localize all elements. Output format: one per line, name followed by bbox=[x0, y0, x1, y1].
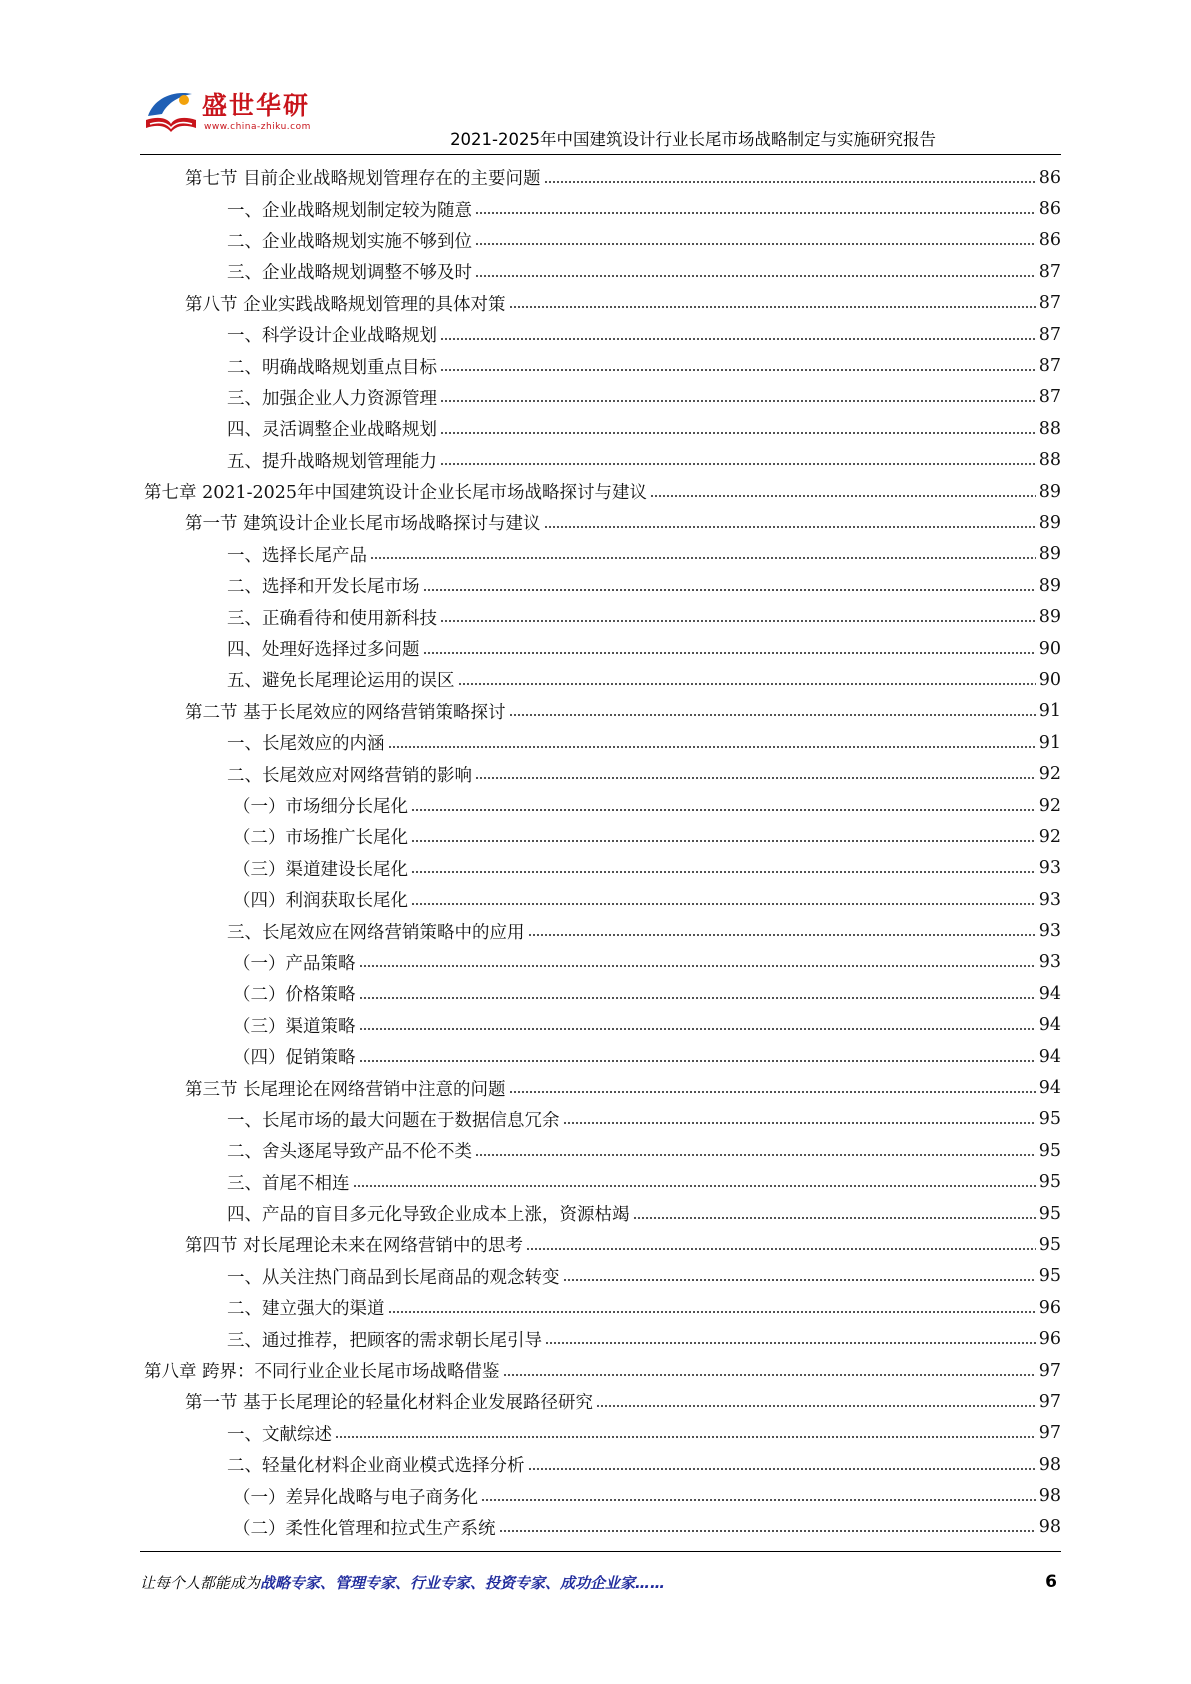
toc-entry[interactable] bbox=[140, 382, 1061, 413]
toc-entry-page: 98 bbox=[1038, 1454, 1061, 1475]
toc-entry[interactable] bbox=[140, 507, 1061, 538]
toc-entry-page: 92 bbox=[1038, 764, 1061, 785]
toc-entry-title: 第七章 2021-2025年中国建筑设计企业长尾市场战略探讨与建议 bbox=[144, 483, 648, 504]
toc-leader-dots bbox=[528, 933, 1036, 937]
toc-leader-dots bbox=[528, 1467, 1036, 1471]
toc-entry[interactable] bbox=[140, 413, 1061, 444]
toc-leader-dots bbox=[503, 1373, 1036, 1377]
toc-leader-dots bbox=[509, 305, 1036, 309]
toc-leader-dots bbox=[475, 1153, 1036, 1157]
toc-entry-title: （二）市场推广长尾化 bbox=[233, 828, 408, 849]
toc-leader-dots bbox=[440, 431, 1036, 435]
toc-entry[interactable] bbox=[140, 1292, 1061, 1323]
toc-entry[interactable] bbox=[140, 1229, 1061, 1260]
toc-entry-page: 87 bbox=[1038, 324, 1061, 345]
toc-entry-page: 95 bbox=[1038, 1266, 1061, 1287]
toc-leader-dots bbox=[440, 462, 1036, 466]
toc-leader-dots bbox=[440, 337, 1036, 341]
toc-leader-dots bbox=[633, 1216, 1036, 1220]
toc-entry[interactable] bbox=[140, 445, 1061, 476]
toc-entry[interactable] bbox=[140, 319, 1061, 350]
toc-entry-title: 三、首尾不相连 bbox=[227, 1173, 350, 1194]
toc-entry-title: （三）渠道策略 bbox=[233, 1016, 356, 1037]
logo-name: 盛世华研 bbox=[202, 91, 311, 120]
toc-entry[interactable] bbox=[140, 601, 1061, 632]
toc-entry[interactable] bbox=[140, 915, 1061, 946]
toc-entry-title: 四、产品的盲目多元化导致企业成本上涨，资源枯竭 bbox=[227, 1205, 630, 1226]
page-header bbox=[0, 0, 1191, 150]
toc-entry-title: （二）价格策略 bbox=[233, 985, 356, 1006]
toc-entry-page: 92 bbox=[1038, 795, 1061, 816]
toc-entry-page: 97 bbox=[1038, 1360, 1061, 1381]
company-logo bbox=[140, 80, 370, 150]
toc-entry[interactable] bbox=[140, 1010, 1061, 1041]
toc-entry-title: 第二节 基于长尾效应的网络营销策略探讨 bbox=[185, 702, 506, 723]
toc-entry-title: 二、建立强大的渠道 bbox=[227, 1299, 385, 1320]
toc-leader-dots bbox=[526, 1247, 1036, 1251]
toc-leader-dots bbox=[411, 839, 1036, 843]
toc-entry[interactable] bbox=[140, 350, 1061, 381]
toc-entry[interactable] bbox=[140, 539, 1061, 570]
toc-leader-dots bbox=[475, 776, 1036, 780]
toc-entry-title: 第三节 长尾理论在网络营销中注意的问题 bbox=[185, 1079, 506, 1100]
toc-leader-dots bbox=[423, 588, 1036, 592]
toc-leader-dots bbox=[388, 1310, 1036, 1314]
toc-entry[interactable] bbox=[140, 1198, 1061, 1229]
toc-entry[interactable] bbox=[140, 1135, 1061, 1166]
toc-entry[interactable] bbox=[140, 1386, 1061, 1417]
toc-entry-page: 93 bbox=[1038, 858, 1061, 879]
toc-entry-page: 90 bbox=[1038, 669, 1061, 690]
toc-entry-title: 二、舍头逐尾导致产品不伦不类 bbox=[227, 1142, 472, 1163]
toc-entry-title: 四、处理好选择过多问题 bbox=[227, 640, 420, 661]
toc-entry-title: （一）市场细分长尾化 bbox=[233, 797, 408, 817]
toc-leader-dots bbox=[509, 713, 1036, 717]
toc-entry-title: 一、长尾市场的最大问题在于数据信息冗余 bbox=[227, 1110, 560, 1131]
toc-entry-title: 二、长尾效应对网络营销的影响 bbox=[227, 765, 472, 786]
toc-entry-page: 94 bbox=[1038, 1078, 1061, 1099]
header-divider bbox=[140, 154, 1061, 155]
toc-leader-dots bbox=[411, 902, 1036, 906]
toc-entry-page: 90 bbox=[1038, 638, 1061, 659]
toc-leader-dots bbox=[544, 525, 1036, 529]
page-footer bbox=[140, 1572, 1061, 1598]
toc-leader-dots bbox=[475, 211, 1036, 215]
toc-entry-page: 97 bbox=[1038, 1423, 1061, 1444]
toc-entry-title: 三、长尾效应在网络营销策略中的应用 bbox=[227, 922, 525, 943]
footer-slogan-highlight: 战略专家、管理专家、行业专家、投资专家、成功企业家…… bbox=[260, 1574, 666, 1592]
toc-leader-dots bbox=[440, 399, 1036, 403]
toc-entry-title: 一、文献综述 bbox=[227, 1424, 332, 1445]
toc-entry-title: 二、明确战略规划重点目标 bbox=[227, 357, 437, 378]
toc-entry-page: 94 bbox=[1038, 1046, 1061, 1067]
toc-entry[interactable] bbox=[140, 978, 1061, 1009]
toc-entry-page: 87 bbox=[1038, 387, 1061, 408]
toc-entry[interactable] bbox=[140, 256, 1061, 287]
toc-leader-dots bbox=[440, 368, 1036, 372]
toc-entry-title: 二、轻量化材料企业商业模式选择分析 bbox=[227, 1456, 525, 1477]
toc-entry-page: 98 bbox=[1038, 1517, 1061, 1538]
toc-leader-dots bbox=[370, 556, 1036, 560]
toc-entry[interactable] bbox=[140, 947, 1061, 978]
toc-entry-title: （二）柔性化管理和拉式生产系统 bbox=[233, 1518, 496, 1539]
toc-entry-title: 一、企业战略规划制定较为随意 bbox=[227, 200, 472, 221]
toc-entry-page: 88 bbox=[1038, 450, 1061, 471]
toc-entry[interactable] bbox=[140, 1041, 1061, 1072]
toc-entry-page: 95 bbox=[1038, 1109, 1061, 1130]
toc-leader-dots bbox=[423, 651, 1036, 655]
toc-leader-dots bbox=[359, 1059, 1036, 1063]
toc-entry-title: 三、正确看待和使用新科技 bbox=[227, 608, 437, 629]
toc-entry[interactable] bbox=[140, 633, 1061, 664]
toc-entry-title: 第八章 跨界：不同行业企业长尾市场战略借鉴 bbox=[144, 1362, 500, 1383]
toc-entry-page: 95 bbox=[1038, 1140, 1061, 1161]
toc-entry[interactable] bbox=[140, 790, 1061, 821]
toc-entry[interactable] bbox=[140, 1323, 1061, 1354]
toc-entry-title: 第七节 目前企业战略规划管理存在的主要问题 bbox=[185, 169, 541, 190]
page-number: 6 bbox=[1045, 1572, 1057, 1592]
toc-entry[interactable] bbox=[140, 853, 1061, 884]
toc-entry-title: 五、避免长尾理论运用的误区 bbox=[227, 671, 455, 692]
toc-leader-dots bbox=[499, 1529, 1036, 1533]
toc-entry[interactable] bbox=[140, 288, 1061, 319]
toc-entry-title: 五、提升战略规划管理能力 bbox=[227, 451, 437, 472]
toc-entry-page: 96 bbox=[1038, 1329, 1061, 1350]
toc-entry-page: 89 bbox=[1038, 481, 1061, 502]
toc-entry-page: 86 bbox=[1038, 167, 1061, 188]
toc-entry-page: 92 bbox=[1038, 826, 1061, 847]
toc-entry[interactable] bbox=[140, 1480, 1061, 1511]
toc-leader-dots bbox=[458, 682, 1036, 686]
toc-leader-dots bbox=[411, 870, 1036, 874]
toc-entry-page: 91 bbox=[1038, 732, 1061, 753]
toc-leader-dots bbox=[563, 1121, 1036, 1125]
toc-entry[interactable] bbox=[140, 162, 1061, 193]
toc-entry-page: 87 bbox=[1038, 261, 1061, 282]
toc-entry-title: 四、灵活调整企业战略规划 bbox=[227, 420, 437, 441]
toc-entry[interactable] bbox=[140, 225, 1061, 256]
toc-entry-title: 三、加强企业人力资源管理 bbox=[227, 388, 437, 409]
toc-entry[interactable] bbox=[140, 758, 1061, 789]
toc-entry-title: 三、企业战略规划调整不够及时 bbox=[227, 263, 472, 284]
toc-entry-page: 93 bbox=[1038, 889, 1061, 910]
toc-entry-page: 93 bbox=[1038, 952, 1061, 973]
toc-entry[interactable] bbox=[140, 476, 1061, 507]
toc-entry-title: 第一节 建筑设计企业长尾市场战略探讨与建议 bbox=[185, 514, 541, 535]
toc-entry-page: 89 bbox=[1038, 575, 1061, 596]
toc-entry-page: 96 bbox=[1038, 1297, 1061, 1318]
toc-leader-dots bbox=[353, 1184, 1036, 1188]
toc-entry-title: （一）差异化战略与电子商务化 bbox=[233, 1487, 478, 1508]
toc-leader-dots bbox=[481, 1498, 1036, 1502]
toc-entry-title: （四）促销策略 bbox=[233, 1048, 356, 1069]
toc-entry-page: 95 bbox=[1038, 1203, 1061, 1224]
toc-entry-title: 一、科学设计企业战略规划 bbox=[227, 326, 437, 347]
toc-entry[interactable] bbox=[140, 1072, 1061, 1103]
toc-leader-dots bbox=[509, 1090, 1036, 1094]
toc-entry-page: 94 bbox=[1038, 983, 1061, 1004]
toc-entry[interactable] bbox=[140, 193, 1061, 224]
toc-entry-page: 93 bbox=[1038, 921, 1061, 942]
toc-entry-title: 一、长尾效应的内涵 bbox=[227, 734, 385, 755]
toc-entry[interactable] bbox=[140, 1512, 1061, 1543]
table-of-contents bbox=[140, 162, 1061, 1543]
toc-entry[interactable] bbox=[140, 1167, 1061, 1198]
toc-entry-page: 91 bbox=[1038, 701, 1061, 722]
toc-entry-title: （四）利润获取长尾化 bbox=[233, 891, 408, 912]
toc-entry-page: 87 bbox=[1038, 293, 1061, 314]
toc-leader-dots bbox=[475, 274, 1036, 278]
footer-slogan-prefix: 让每个人都能成为 bbox=[140, 1574, 261, 1592]
toc-entry-title: 二、企业战略规划实施不够到位 bbox=[227, 231, 472, 252]
toc-entry[interactable] bbox=[140, 821, 1061, 852]
toc-entry-title: （三）渠道建设长尾化 bbox=[233, 859, 408, 880]
toc-entry-page: 97 bbox=[1038, 1391, 1061, 1412]
toc-leader-dots bbox=[359, 996, 1036, 1000]
footer-divider bbox=[140, 1551, 1061, 1552]
toc-entry-title: 一、选择长尾产品 bbox=[227, 545, 367, 566]
toc-entry-title: 一、从关注热门商品到长尾商品的观念转变 bbox=[227, 1267, 560, 1288]
toc-entry-page: 86 bbox=[1038, 199, 1061, 220]
toc-entry-title: 第一节 基于长尾理论的轻量化材料企业发展路径研究 bbox=[185, 1393, 594, 1414]
toc-entry-title: 二、选择和开发长尾市场 bbox=[227, 577, 420, 598]
toc-entry[interactable] bbox=[140, 696, 1061, 727]
toc-leader-dots bbox=[359, 964, 1036, 968]
toc-entry-page: 87 bbox=[1038, 356, 1061, 377]
toc-entry-page: 86 bbox=[1038, 230, 1061, 251]
toc-leader-dots bbox=[475, 242, 1036, 246]
toc-leader-dots bbox=[335, 1435, 1036, 1439]
toc-leader-dots bbox=[388, 745, 1036, 749]
toc-leader-dots bbox=[650, 494, 1036, 498]
document-title: 2021-2025年中国建筑设计行业长尾市场战略制定与实施研究报告 bbox=[450, 130, 936, 149]
toc-entry[interactable] bbox=[140, 884, 1061, 915]
toc-entry[interactable] bbox=[140, 727, 1061, 758]
toc-entry-page: 95 bbox=[1038, 1234, 1061, 1255]
toc-entry-page: 88 bbox=[1038, 418, 1061, 439]
toc-entry[interactable] bbox=[140, 1449, 1061, 1480]
toc-leader-dots bbox=[544, 180, 1036, 184]
toc-leader-dots bbox=[359, 1027, 1036, 1031]
toc-entry-page: 89 bbox=[1038, 544, 1061, 565]
toc-entry-title: 三、通过推荐，把顾客的需求朝长尾引导 bbox=[227, 1330, 542, 1351]
toc-entry-page: 89 bbox=[1038, 607, 1061, 628]
toc-entry[interactable] bbox=[140, 1261, 1061, 1292]
logo-url: www.china-zhiku.com bbox=[204, 122, 311, 132]
toc-entry[interactable] bbox=[140, 1104, 1061, 1135]
toc-entry[interactable] bbox=[140, 1418, 1061, 1449]
logo-book-icon bbox=[140, 80, 202, 142]
toc-leader-dots bbox=[545, 1341, 1036, 1345]
toc-entry-page: 95 bbox=[1038, 1172, 1061, 1193]
toc-leader-dots bbox=[411, 808, 1036, 812]
toc-entry-title: 第八节 企业实践战略规划管理的具体对策 bbox=[185, 294, 506, 315]
toc-entry-title: （一）产品策略 bbox=[233, 953, 356, 974]
toc-entry-page: 89 bbox=[1038, 512, 1061, 533]
toc-entry[interactable] bbox=[140, 664, 1061, 695]
toc-leader-dots bbox=[440, 619, 1036, 623]
toc-entry-page: 94 bbox=[1038, 1015, 1061, 1036]
toc-leader-dots bbox=[563, 1278, 1036, 1282]
toc-entry-page: 98 bbox=[1038, 1486, 1061, 1507]
toc-leader-dots bbox=[596, 1404, 1036, 1408]
toc-entry-title: 第四节 对长尾理论未来在网络营销中的思考 bbox=[185, 1236, 524, 1257]
toc-entry[interactable] bbox=[140, 570, 1061, 601]
toc-entry[interactable] bbox=[140, 1355, 1061, 1386]
